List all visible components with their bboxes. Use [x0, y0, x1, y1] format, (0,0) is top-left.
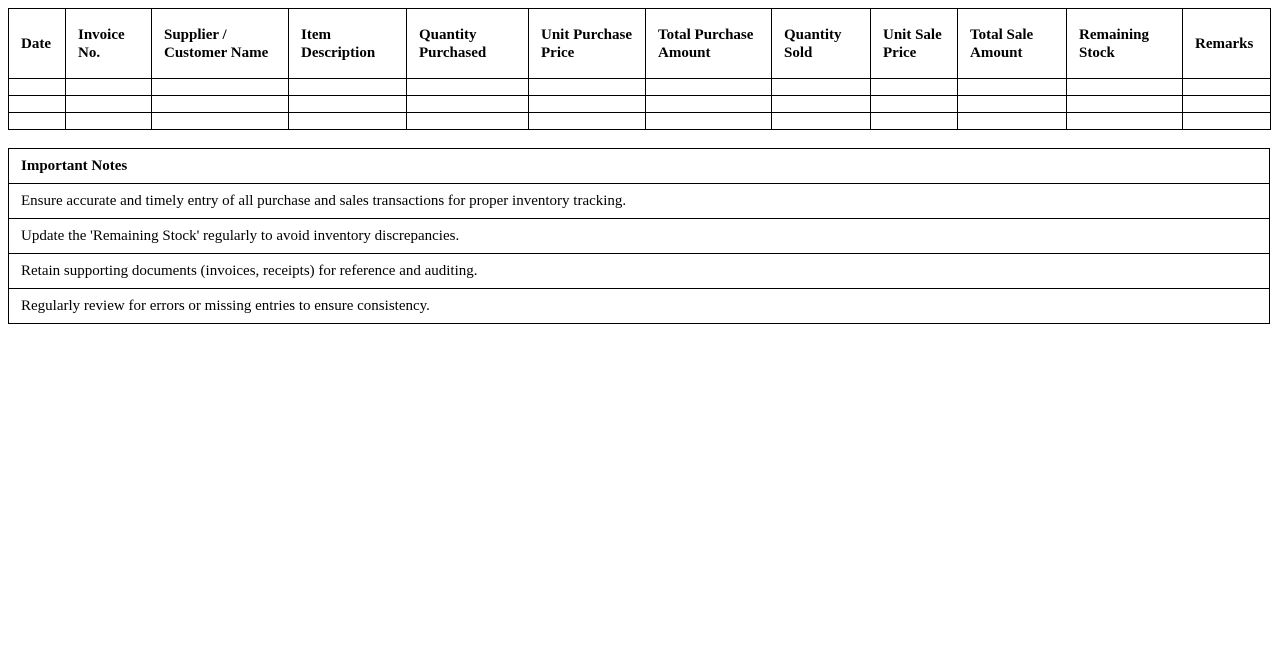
- table-cell[interactable]: [152, 79, 289, 96]
- table-cell[interactable]: [407, 113, 529, 130]
- note-item: Update the 'Remaining Stock' regularly to avoid inventory discrepancies.: [9, 219, 1270, 254]
- inventory-ledger-table: [8, 8, 1271, 130]
- table-cell[interactable]: [66, 113, 152, 130]
- important-notes-table: [8, 148, 1270, 324]
- table-row: [9, 96, 1271, 113]
- table-row: [9, 113, 1271, 130]
- table-cell[interactable]: [529, 96, 646, 113]
- table-header-row: [9, 9, 1271, 79]
- column-header-invoice-no: Invoice No.: [66, 9, 152, 79]
- column-header-quantity-sold: Quantity Sold: [772, 9, 871, 79]
- table-cell[interactable]: [1183, 96, 1271, 113]
- column-header-total-purchase-amount: Total Purchase Amount: [646, 9, 772, 79]
- column-header-item-description: Item Description: [289, 9, 407, 79]
- table-cell[interactable]: [152, 96, 289, 113]
- note-item: Retain supporting documents (invoices, receipts) for reference and auditing.: [9, 254, 1270, 289]
- table-cell[interactable]: [289, 96, 407, 113]
- table-cell[interactable]: [646, 113, 772, 130]
- table-cell[interactable]: [958, 113, 1067, 130]
- column-header-unit-sale-price: Unit Sale Price: [871, 9, 958, 79]
- table-cell[interactable]: [9, 96, 66, 113]
- table-cell[interactable]: [772, 79, 871, 96]
- table-row: [9, 79, 1271, 96]
- column-header-unit-purchase-price: Unit Purchase Price: [529, 9, 646, 79]
- table-cell[interactable]: [152, 113, 289, 130]
- table-cell[interactable]: [871, 96, 958, 113]
- ledger-body: [9, 79, 1271, 130]
- table-cell[interactable]: [1183, 113, 1271, 130]
- column-header-remarks: Remarks: [1183, 9, 1271, 79]
- table-cell[interactable]: [66, 96, 152, 113]
- table-cell[interactable]: [958, 79, 1067, 96]
- table-cell[interactable]: [289, 113, 407, 130]
- column-header-remaining-stock: Remaining Stock: [1067, 9, 1183, 79]
- table-cell[interactable]: [772, 113, 871, 130]
- column-header-supplier-customer-name: Supplier / Customer Name: [152, 9, 289, 79]
- table-cell[interactable]: [871, 113, 958, 130]
- table-cell[interactable]: [646, 96, 772, 113]
- table-cell[interactable]: [9, 113, 66, 130]
- document-page: [0, 0, 1278, 324]
- important-notes-section: [8, 148, 1270, 324]
- table-cell[interactable]: [646, 79, 772, 96]
- table-cell[interactable]: [1067, 79, 1183, 96]
- note-item: Regularly review for errors or missing entries to ensure consistency.: [9, 289, 1270, 324]
- column-header-date: Date: [9, 9, 66, 79]
- column-header-quantity-purchased: Quantity Purchased: [407, 9, 529, 79]
- table-cell[interactable]: [772, 96, 871, 113]
- table-cell[interactable]: [529, 79, 646, 96]
- table-cell[interactable]: [529, 113, 646, 130]
- column-header-total-sale-amount: Total Sale Amount: [958, 9, 1067, 79]
- notes-heading: Important Notes: [9, 149, 1270, 184]
- table-cell[interactable]: [9, 79, 66, 96]
- table-cell[interactable]: [1067, 96, 1183, 113]
- table-cell[interactable]: [1067, 113, 1183, 130]
- table-cell[interactable]: [407, 79, 529, 96]
- table-cell[interactable]: [871, 79, 958, 96]
- table-cell[interactable]: [289, 79, 407, 96]
- table-cell[interactable]: [407, 96, 529, 113]
- table-cell[interactable]: [1183, 79, 1271, 96]
- note-item: Ensure accurate and timely entry of all purchase and sales transactions for proper inventory tracking.: [9, 184, 1270, 219]
- table-cell[interactable]: [958, 96, 1067, 113]
- table-cell[interactable]: [66, 79, 152, 96]
